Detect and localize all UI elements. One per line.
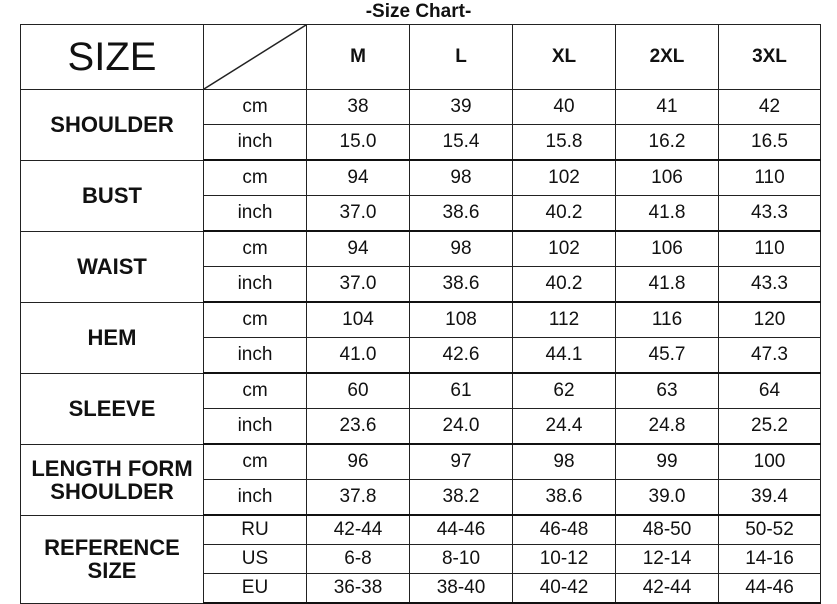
size-value-cell: 41.8: [616, 267, 719, 303]
size-value-cell: 110: [719, 160, 821, 196]
unit-label: inch: [204, 196, 307, 232]
size-value-cell: 44-46: [719, 574, 821, 604]
size-value-cell: 102: [513, 231, 616, 267]
unit-label: inch: [204, 267, 307, 303]
size-value-cell: 97: [410, 444, 513, 480]
size-value-cell: 39: [410, 90, 513, 125]
size-value-cell: 16.2: [616, 125, 719, 161]
size-value-cell: 42: [719, 90, 821, 125]
unit-label: RU: [204, 515, 307, 545]
size-value-cell: 38.2: [410, 480, 513, 516]
measurement-row: [21, 444, 821, 480]
size-value-cell: 44-46: [410, 515, 513, 545]
size-value-cell: 100: [719, 444, 821, 480]
size-column-header: 2XL: [616, 25, 719, 90]
measurement-name: SLEEVE: [21, 373, 204, 444]
size-value-cell: 16.5: [719, 125, 821, 161]
unit-label: inch: [204, 409, 307, 445]
unit-label: EU: [204, 574, 307, 604]
size-value-cell: 37.8: [307, 480, 410, 516]
size-value-cell: 45.7: [616, 338, 719, 374]
size-value-cell: 47.3: [719, 338, 821, 374]
size-value-cell: 98: [410, 231, 513, 267]
size-label: SIZE: [21, 25, 204, 90]
measurement-row: [21, 515, 821, 545]
size-value-cell: 42.6: [410, 338, 513, 374]
size-value-cell: 50-52: [719, 515, 821, 545]
unit-label: cm: [204, 90, 307, 125]
size-column-header: XL: [513, 25, 616, 90]
measurement-row: [21, 231, 821, 267]
size-value-cell: 40.2: [513, 196, 616, 232]
chart-body: [21, 90, 821, 604]
measurement-name: WAIST: [21, 231, 204, 302]
size-value-cell: 14-16: [719, 545, 821, 574]
size-value-cell: 6-8: [307, 545, 410, 574]
size-value-cell: 112: [513, 302, 616, 338]
size-value-cell: 38.6: [410, 196, 513, 232]
size-value-cell: 61: [410, 373, 513, 409]
size-value-cell: 102: [513, 160, 616, 196]
size-value-cell: 41.0: [307, 338, 410, 374]
size-value-cell: 63: [616, 373, 719, 409]
size-value-cell: 42-44: [616, 574, 719, 604]
size-value-cell: 40-42: [513, 574, 616, 604]
size-column-header: L: [410, 25, 513, 90]
size-value-cell: 106: [616, 231, 719, 267]
unit-label: inch: [204, 338, 307, 374]
measurement-name: LENGTH FORM SHOULDER: [21, 444, 204, 515]
diagonal-header-cell: [204, 25, 307, 90]
size-value-cell: 108: [410, 302, 513, 338]
size-value-cell: 60: [307, 373, 410, 409]
size-column-header: M: [307, 25, 410, 90]
size-value-cell: 98: [410, 160, 513, 196]
unit-label: US: [204, 545, 307, 574]
measurement-name: HEM: [21, 302, 204, 373]
size-value-cell: 39.4: [719, 480, 821, 516]
size-value-cell: 12-14: [616, 545, 719, 574]
unit-label: inch: [204, 125, 307, 161]
size-chart-table: [20, 24, 821, 604]
size-value-cell: 46-48: [513, 515, 616, 545]
size-value-cell: 43.3: [719, 267, 821, 303]
size-value-cell: 24.4: [513, 409, 616, 445]
size-value-cell: 43.3: [719, 196, 821, 232]
size-value-cell: 36-38: [307, 574, 410, 604]
size-value-cell: 62: [513, 373, 616, 409]
unit-label: cm: [204, 231, 307, 267]
size-value-cell: 116: [616, 302, 719, 338]
size-value-cell: 37.0: [307, 196, 410, 232]
size-value-cell: 38.6: [513, 480, 616, 516]
size-value-cell: 40: [513, 90, 616, 125]
size-value-cell: 38-40: [410, 574, 513, 604]
size-value-cell: 41: [616, 90, 719, 125]
size-value-cell: 96: [307, 444, 410, 480]
size-value-cell: 15.8: [513, 125, 616, 161]
measurement-name: SHOULDER: [21, 90, 204, 161]
header-row: [21, 25, 821, 90]
size-value-cell: 25.2: [719, 409, 821, 445]
size-value-cell: 39.0: [616, 480, 719, 516]
measurement-row: [21, 302, 821, 338]
unit-label: cm: [204, 444, 307, 480]
size-value-cell: 38.6: [410, 267, 513, 303]
measurement-row: [21, 373, 821, 409]
unit-label: inch: [204, 480, 307, 516]
size-value-cell: 48-50: [616, 515, 719, 545]
size-value-cell: 37.0: [307, 267, 410, 303]
size-value-cell: 104: [307, 302, 410, 338]
unit-label: cm: [204, 160, 307, 196]
diagonal-line: [204, 25, 306, 89]
size-value-cell: 99: [616, 444, 719, 480]
size-value-cell: 40.2: [513, 267, 616, 303]
size-value-cell: 23.6: [307, 409, 410, 445]
size-value-cell: 110: [719, 231, 821, 267]
size-value-cell: 98: [513, 444, 616, 480]
measurement-row: [21, 160, 821, 196]
size-value-cell: 44.1: [513, 338, 616, 374]
size-value-cell: 94: [307, 231, 410, 267]
measurement-name: BUST: [21, 160, 204, 231]
unit-label: cm: [204, 302, 307, 338]
size-value-cell: 120: [719, 302, 821, 338]
size-value-cell: 42-44: [307, 515, 410, 545]
size-value-cell: 24.0: [410, 409, 513, 445]
size-value-cell: 41.8: [616, 196, 719, 232]
size-column-header: 3XL: [719, 25, 821, 90]
size-value-cell: 64: [719, 373, 821, 409]
size-value-cell: 8-10: [410, 545, 513, 574]
size-value-cell: 106: [616, 160, 719, 196]
size-value-cell: 38: [307, 90, 410, 125]
measurement-row: [21, 90, 821, 125]
size-value-cell: 94: [307, 160, 410, 196]
size-value-cell: 10-12: [513, 545, 616, 574]
size-value-cell: 15.4: [410, 125, 513, 161]
chart-title: -Size Chart-: [365, 1, 472, 22]
measurement-name: REFERENCE SIZE: [21, 515, 204, 603]
size-value-cell: 24.8: [616, 409, 719, 445]
size-value-cell: 15.0: [307, 125, 410, 161]
unit-label: cm: [204, 373, 307, 409]
